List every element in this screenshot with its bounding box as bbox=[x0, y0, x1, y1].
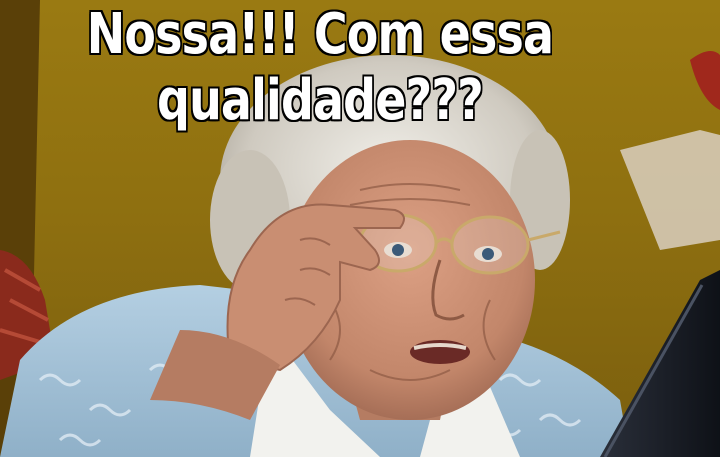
caption-line-1: Nossa!!! Com essa bbox=[86, 2, 554, 67]
monitor bbox=[600, 270, 720, 457]
meme-caption bbox=[58, 2, 583, 134]
red-flower bbox=[690, 51, 720, 110]
caption-line-2: qualidade??? bbox=[157, 68, 483, 133]
lampshade bbox=[620, 130, 720, 250]
